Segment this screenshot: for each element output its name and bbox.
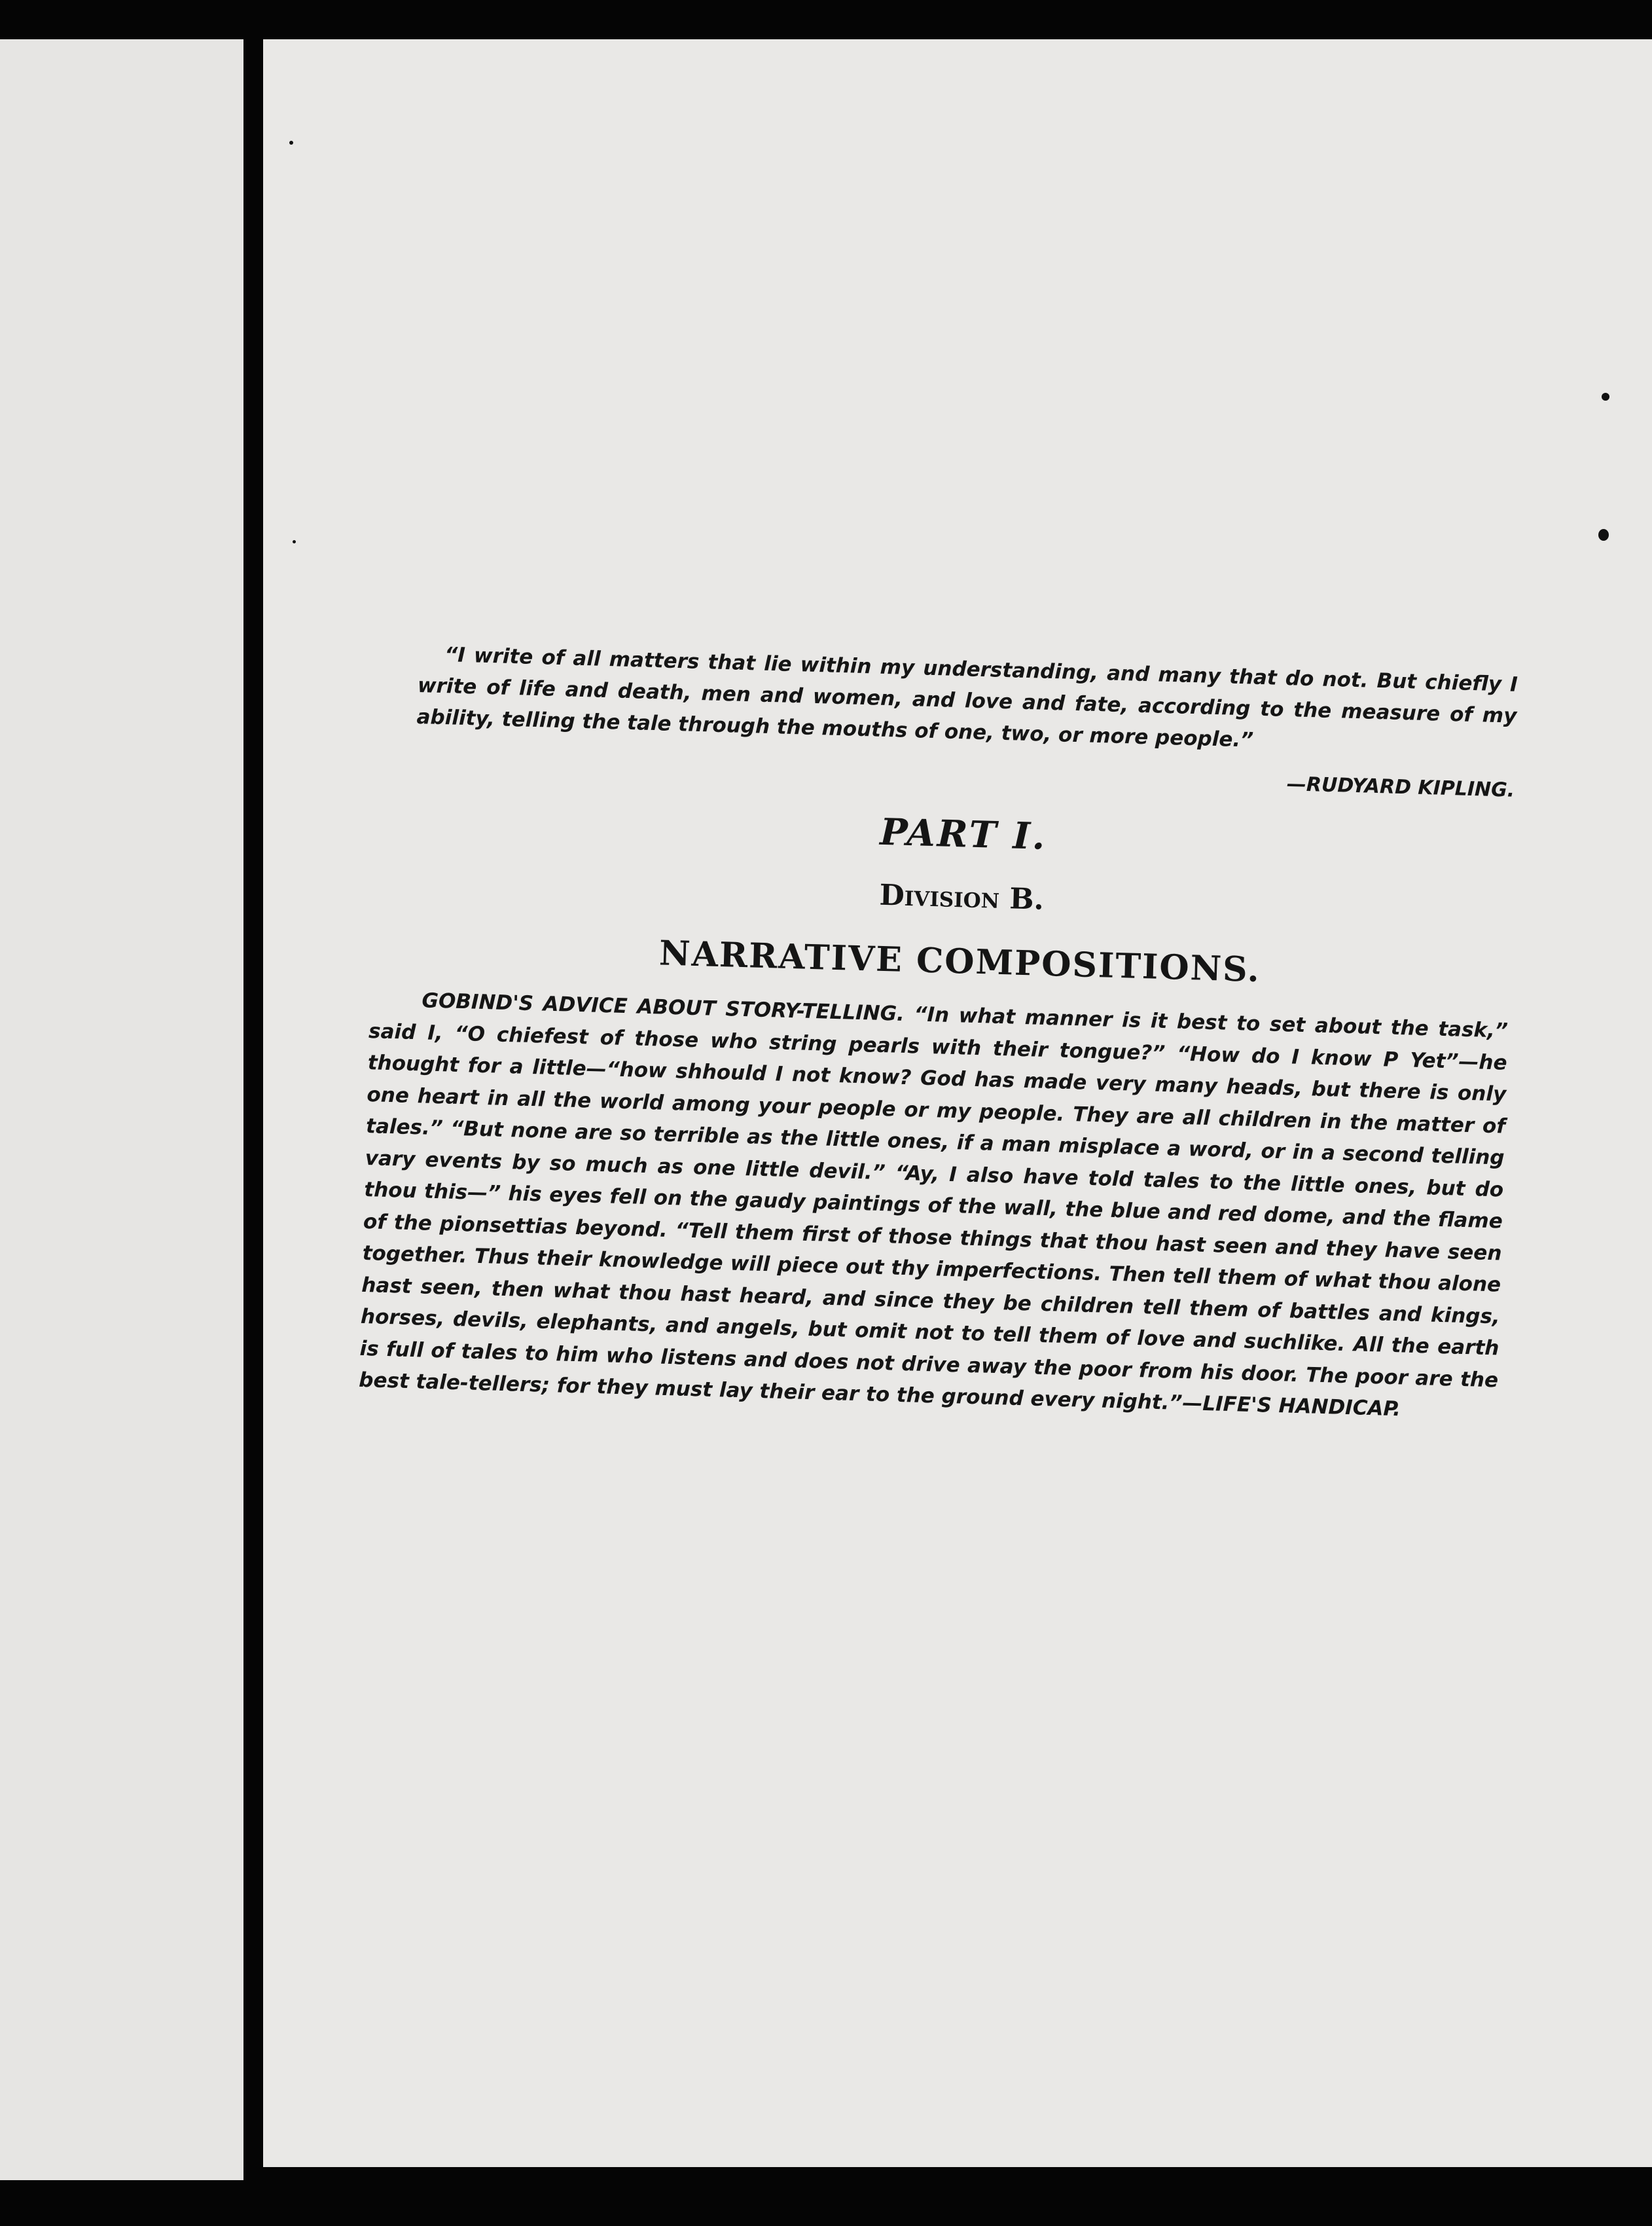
epigraph-quote: “I write of all matters that lie within my understanding, and many that do not. But chiefly I write of life and death, men and women, and love and fate, according to the measure of my ability, telling the tale through the mouths of one, two, or more people.” bbox=[416, 643, 1518, 752]
book-gutter bbox=[243, 0, 263, 2226]
body-paragraph: GOBIND'S ADVICE ABOUT STORY-TELLING. “In what manner is it best to set about the task,” said I, “O chiefest of those who string pearls with their tongue?” “How do I know P Yet”—he thought for a little—“how shhould I not know? God has made very many heads, but there is only one heart in all the world among your people or my people. They are all children in the matter of tales.” “But none are so terrible as the little ones, if a man misplace a word, or in a second telling vary events by so much as one little devil.” “Ay, I also have told tales to the little ones, but do thou this—” his eyes fell on the gaudy paintings of the wall, the blue and red dome, and the flame of the pionsettias beyond. “Tell them first of those things that thou hast seen and they have seen together. Thus their knowledge will piece out thy imperfections. Then tell them of what thou alone hast seen, then what thou hast heard, and since they be children tell them of battles and kings, horses, devils, elephants, and angels, but omit not to tell them of love and suchlike. All the earth is full of tales to him who listens and does not drive away the poor from his door. The poor are the best tale-tellers; for they must lay their ear to the ground every night.”—LIFE'S HANDICAP. bbox=[358, 989, 1509, 1421]
part-heading: PART I. bbox=[879, 810, 1048, 858]
page-content bbox=[358, 638, 1518, 1428]
left-page bbox=[0, 39, 243, 2180]
paper-speck bbox=[1602, 393, 1609, 401]
section-heading: NARRATIVE COMPOSITIONS. bbox=[658, 933, 1261, 991]
paper-speck bbox=[289, 141, 293, 145]
paper-speck bbox=[293, 540, 296, 543]
division-heading: Division B. bbox=[878, 878, 1045, 917]
paper-speck bbox=[1598, 529, 1609, 541]
epigraph-attribution: —RUDYARD KIPLING. bbox=[1286, 773, 1515, 802]
